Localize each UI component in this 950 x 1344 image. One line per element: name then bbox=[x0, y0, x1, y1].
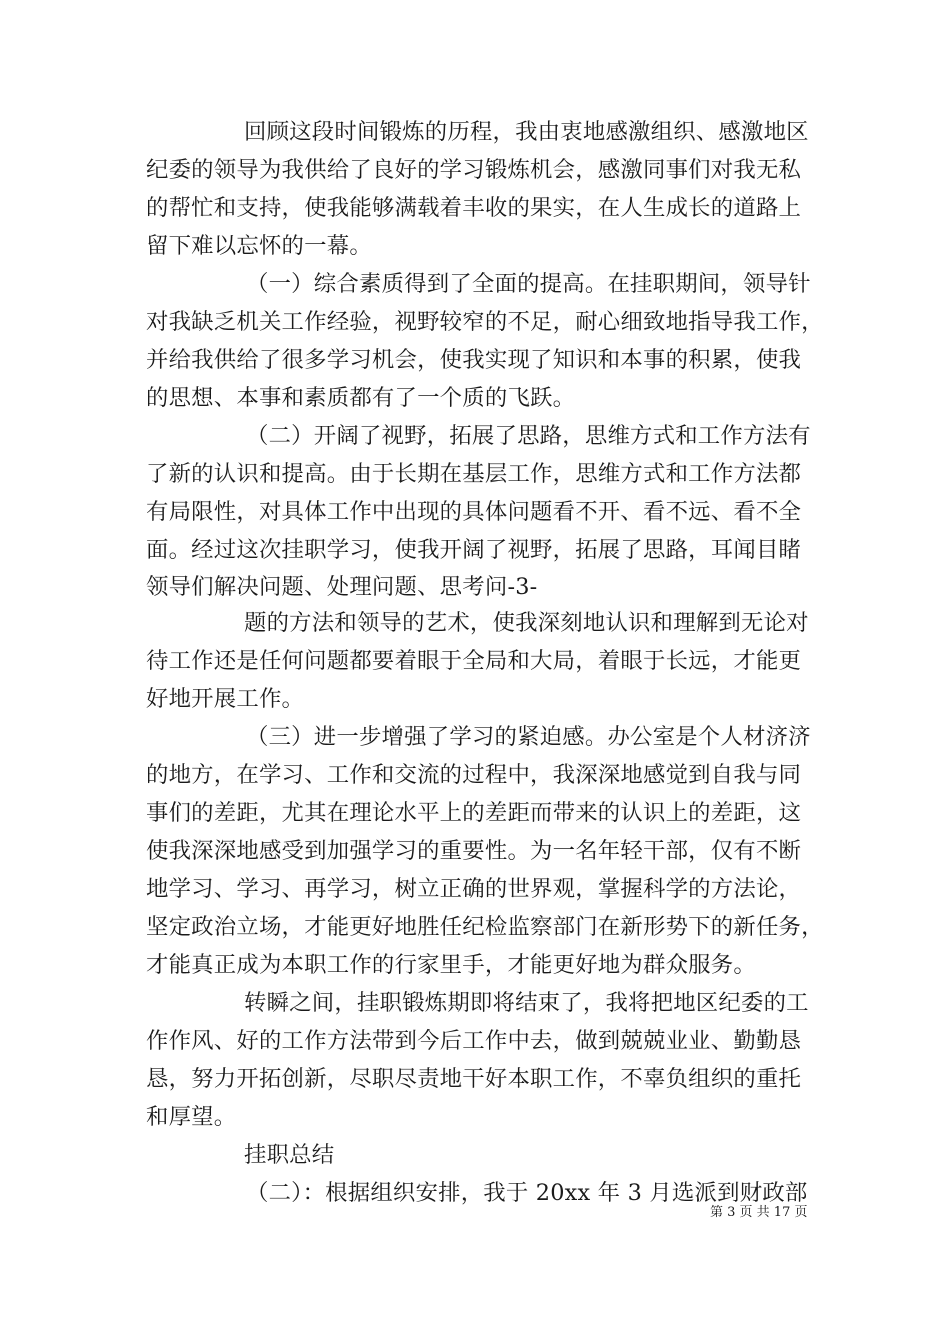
text-line: 坚定政治立场，才能更好地胜任纪检监察部门在新形势下的新任务， bbox=[146, 914, 824, 940]
text-line: 才能真正成为本职工作的行家里手，才能更好地为群众服务。 bbox=[146, 952, 756, 978]
text-line: （二）：根据组织安排，我于 20xx 年 3 月选派到财政部 bbox=[246, 1180, 808, 1206]
text-line: 事们的差距，尤其在理论水平上的差距而带来的认识上的差距，这 bbox=[146, 800, 802, 826]
text-line: 好地开展工作。 bbox=[146, 686, 305, 712]
text-line: 有局限性，对具体工作中出现的具体问题看不开、看不远、看不全 bbox=[146, 499, 802, 525]
text-line: 和厚望。 bbox=[146, 1104, 237, 1130]
text-line: 留下难以忘怀的一幕。 bbox=[146, 233, 372, 259]
text-line: 的帮忙和支持，使我能够满载着丰收的果实，在人生成长的道路上 bbox=[146, 195, 802, 221]
text-line: （三）进一步增强了学习的紧迫感。办公室是个人材济济 bbox=[246, 724, 811, 750]
text-line: 的思想、本事和素质都有了一个质的飞跃。 bbox=[146, 385, 576, 411]
section-heading: 挂职总结 bbox=[244, 1142, 335, 1168]
text-line: 对我缺乏机关工作经验，视野较窄的不足，耐心细致地指导我工作， bbox=[146, 309, 824, 335]
text-line: 地学习、学习、再学习，树立正确的世界观，掌握科学的方法论， bbox=[146, 876, 802, 902]
text-line: 纪委的领导为我供给了良好的学习锻炼机会，感激同事们对我无私 bbox=[146, 157, 802, 183]
text-line: 并给我供给了很多学习机会，使我实现了知识和本事的积累，使我 bbox=[146, 347, 802, 373]
text-line: 了新的认识和提高。由于长期在基层工作，思维方式和工作方法都 bbox=[146, 461, 802, 487]
page-number: 第 3 页 共 17 页 bbox=[710, 1205, 808, 1220]
text-line: 转瞬之间，挂职锻炼期即将结束了，我将把地区纪委的工 bbox=[244, 990, 809, 1016]
text-line: （一）综合素质得到了全面的提高。在挂职期间，领导针 bbox=[246, 271, 811, 297]
text-line: 作作风、好的工作方法带到今后工作中去，做到兢兢业业、勤勤恳 bbox=[146, 1028, 802, 1054]
text-line: 恳，努力开拓创新，尽职尽责地干好本职工作，不辜负组织的重托 bbox=[146, 1066, 802, 1092]
text-line: 待工作还是任何问题都要着眼于全局和大局，着眼于长远，才能更 bbox=[146, 648, 802, 674]
text-line: 面。经过这次挂职学习，使我开阔了视野，拓展了思路，耳闻目睹 bbox=[146, 537, 802, 563]
text-line: 回顾这段时间锻炼的历程，我由衷地感激组织、感激地区 bbox=[244, 119, 809, 145]
text-line: （二）开阔了视野，拓展了思路，思维方式和工作方法有 bbox=[246, 423, 811, 449]
text-line: 使我深深地感受到加强学习的重要性。为一名年轻干部，仅有不断 bbox=[146, 838, 802, 864]
text-line: 题的方法和领导的艺术，使我深刻地认识和理解到无论对 bbox=[244, 610, 809, 636]
text-line: 的地方，在学习、工作和交流的过程中，我深深地感觉到自我与同 bbox=[146, 762, 802, 788]
text-line: 领导们解决问题、处理问题、思考问-3- bbox=[146, 574, 538, 600]
